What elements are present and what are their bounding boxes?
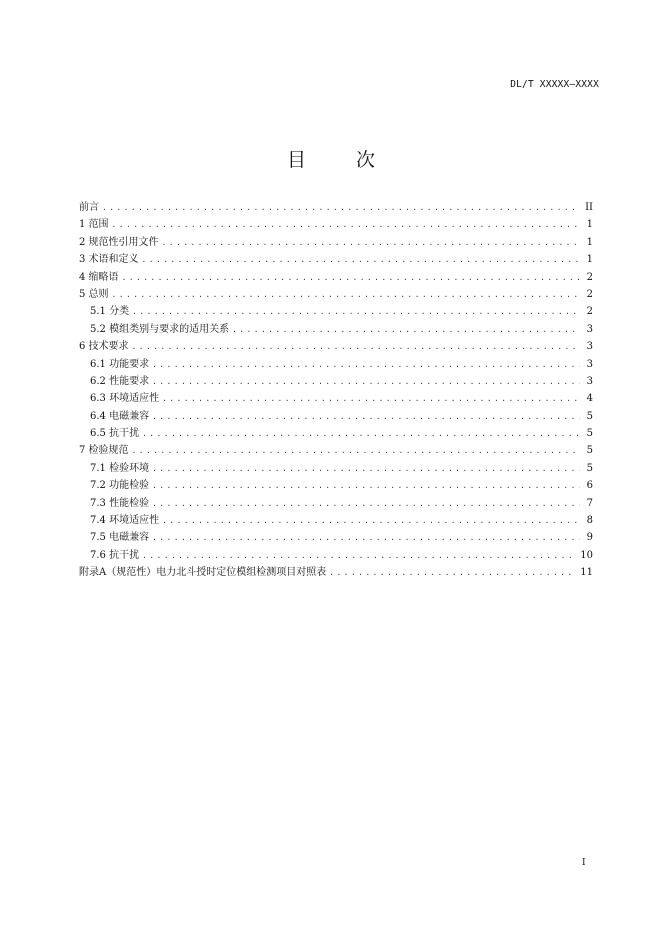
toc-entry-label: 6.3 环境适应性 — [90, 393, 160, 405]
toc-entry-label: 6.5 抗干扰 — [90, 428, 140, 440]
toc-entry-page: 3 — [586, 323, 593, 335]
toc-leader-dots — [232, 321, 580, 338]
toc-entry-label: 附录A（规范性）电力北斗授时定位模组检测项目对照表 — [79, 567, 327, 579]
toc-entry-page: 8 — [586, 515, 593, 527]
toc-entry-label: 7 检验规范 — [79, 445, 129, 457]
toc-entry-label: 7.2 功能检验 — [90, 480, 150, 492]
toc-entry[interactable] — [79, 216, 593, 233]
toc-entry[interactable] — [79, 408, 593, 425]
toc-entry-page: 1 — [586, 254, 593, 266]
toc-leader-dots — [329, 564, 575, 581]
toc-entry-page: 5 — [586, 428, 593, 440]
toc-entry-page: 3 — [586, 341, 593, 353]
toc-leader-dots — [152, 408, 580, 425]
toc-entry[interactable] — [79, 321, 593, 338]
toc-leader-dots — [152, 529, 580, 546]
toc-leader-dots — [152, 495, 580, 512]
toc-entry[interactable] — [79, 529, 593, 546]
toc-leader-dots — [142, 547, 575, 564]
toc-entry-page: 11 — [580, 567, 593, 579]
toc-entry-page: 5 — [586, 462, 593, 474]
toc-entry-label: 2 规范性引用文件 — [79, 236, 159, 248]
toc-entry[interactable] — [79, 547, 593, 564]
toc-entry[interactable] — [79, 477, 593, 494]
toc-entry-label: 6 技术要求 — [79, 341, 129, 353]
toc-entry-page: 2 — [586, 306, 593, 318]
toc-entry-label: 6.4 电磁兼容 — [90, 410, 150, 422]
standard-code: DL/T XXXXX—XXXX — [510, 79, 599, 90]
toc-entry-label: 5.1 分类 — [90, 306, 130, 318]
toc-leader-dots — [152, 460, 580, 477]
toc-entry-label: 7.3 性能检验 — [90, 497, 150, 509]
toc-leader-dots — [102, 199, 580, 216]
toc-entry[interactable] — [79, 460, 593, 477]
toc-leader-dots — [162, 390, 580, 407]
toc-entry-label: 4 缩略语 — [79, 271, 119, 283]
toc-entry-label: 前言 — [79, 202, 99, 213]
toc-entry-page: 3 — [586, 375, 593, 387]
toc-entry[interactable] — [79, 390, 593, 407]
toc-entry-page: II — [585, 202, 593, 213]
table-of-contents — [79, 199, 593, 582]
toc-entry-label: 7.4 环境适应性 — [90, 515, 160, 527]
toc-entry-label: 1 范围 — [79, 219, 109, 231]
toc-entry[interactable] — [79, 286, 593, 303]
toc-entry-label: 6.2 性能要求 — [90, 375, 150, 387]
toc-leader-dots — [122, 269, 580, 286]
toc-entry[interactable] — [79, 251, 593, 268]
toc-leader-dots — [132, 442, 580, 459]
toc-leader-dots — [162, 234, 580, 251]
page-title: 目 次 — [286, 149, 398, 171]
toc-leader-dots — [162, 512, 580, 529]
toc-entry[interactable] — [79, 303, 593, 320]
toc-entry-page: 5 — [586, 445, 593, 457]
toc-entry-label: 3 术语和定义 — [79, 254, 139, 266]
toc-entry[interactable] — [79, 512, 593, 529]
page-number: I — [582, 858, 586, 868]
toc-leader-dots — [112, 286, 580, 303]
toc-entry[interactable] — [79, 338, 593, 355]
toc-entry[interactable] — [79, 564, 593, 581]
toc-entry[interactable] — [79, 234, 593, 251]
toc-leader-dots — [152, 356, 580, 373]
toc-entry[interactable] — [79, 425, 593, 442]
toc-entry-page: 6 — [586, 480, 593, 492]
toc-entry[interactable] — [79, 442, 593, 459]
toc-entry-page: 1 — [586, 236, 593, 248]
toc-leader-dots — [142, 425, 580, 442]
toc-entry-label: 5 总则 — [79, 288, 109, 300]
toc-leader-dots — [132, 303, 580, 320]
toc-entry-label: 6.1 功能要求 — [90, 358, 150, 370]
toc-leader-dots — [152, 373, 580, 390]
toc-entry[interactable] — [79, 199, 593, 216]
toc-entry-page: 9 — [586, 532, 593, 544]
toc-entry-page: 2 — [586, 288, 593, 300]
toc-entry[interactable] — [79, 356, 593, 373]
toc-entry-page: 7 — [586, 497, 593, 509]
toc-entry[interactable] — [79, 269, 593, 286]
toc-entry[interactable] — [79, 373, 593, 390]
toc-entry-page: 10 — [580, 549, 593, 561]
toc-entry-label: 7.5 电磁兼容 — [90, 532, 150, 544]
toc-entry-label: 5.2 模组类别与要求的适用关系 — [90, 323, 230, 335]
toc-leader-dots — [132, 338, 580, 355]
toc-entry-page: 3 — [586, 358, 593, 370]
toc-entry-label: 7.1 检验环境 — [90, 462, 150, 474]
toc-leader-dots — [142, 251, 580, 268]
toc-entry-label: 7.6 抗干扰 — [90, 549, 140, 561]
toc-entry-page: 5 — [586, 410, 593, 422]
toc-entry-page: 4 — [586, 393, 593, 405]
toc-leader-dots — [152, 477, 580, 494]
toc-entry[interactable] — [79, 495, 593, 512]
toc-entry-page: 2 — [586, 271, 593, 283]
toc-leader-dots — [112, 216, 580, 233]
toc-entry-page: 1 — [586, 219, 593, 231]
